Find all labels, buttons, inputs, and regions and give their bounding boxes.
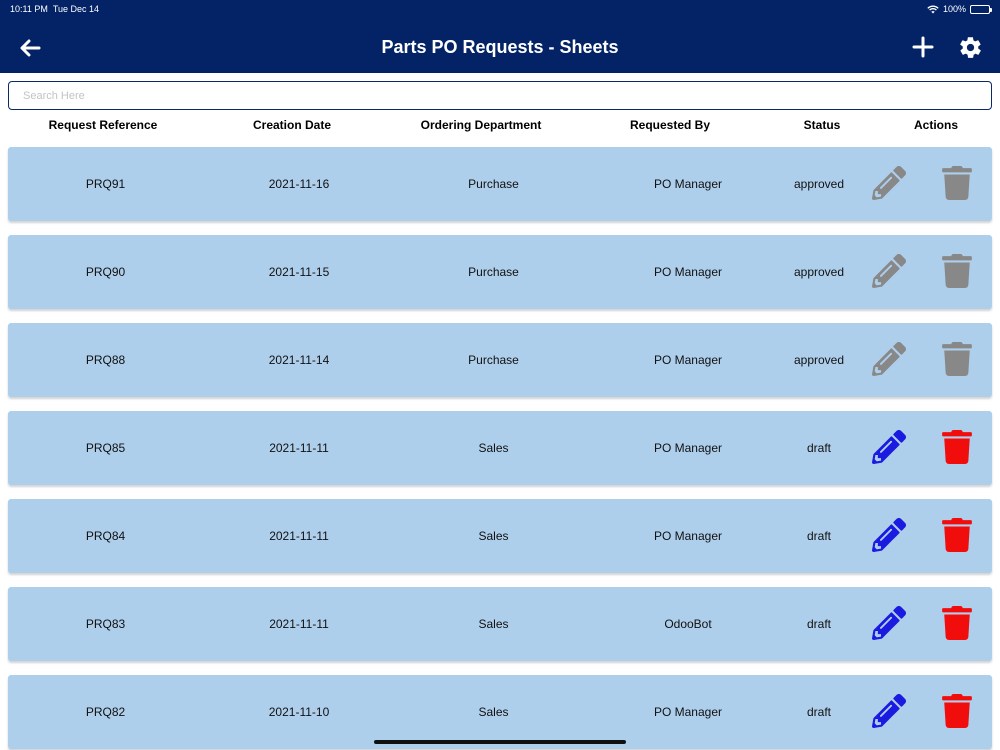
- status-cell: draft: [806, 705, 831, 719]
- requested-by-cell: PO Manager: [653, 441, 723, 455]
- pencil-icon[interactable]: [872, 694, 906, 728]
- creation-date-cell: 2021-11-11: [269, 617, 329, 631]
- requested-by-cell: PO Manager: [653, 177, 723, 191]
- column-header-status: Status: [803, 118, 841, 132]
- search-input[interactable]: [8, 81, 992, 110]
- page-title: Parts PO Requests - Sheets: [381, 37, 619, 57]
- pencil-icon[interactable]: [872, 166, 906, 200]
- pencil-icon[interactable]: [872, 254, 906, 288]
- requested-by-cell: PO Manager: [653, 529, 723, 543]
- ordering-department-cell: Purchase: [468, 177, 519, 191]
- pencil-icon[interactable]: [872, 342, 906, 376]
- trash-icon[interactable]: [940, 254, 974, 288]
- status-indicators: [927, 4, 990, 14]
- status-cell: draft: [806, 617, 831, 631]
- ordering-department-cell: Purchase: [468, 265, 519, 279]
- status-time: [10, 4, 99, 14]
- plus-icon[interactable]: [911, 35, 935, 59]
- table-row[interactable]: [8, 323, 992, 397]
- creation-date-cell: 2021-11-11: [269, 529, 329, 543]
- requested-by-cell: PO Manager: [653, 265, 723, 279]
- status-date: Tue Dec 14: [52, 4, 100, 14]
- status-cell: draft: [806, 441, 831, 455]
- trash-icon[interactable]: [940, 606, 974, 640]
- status-clock: 10:11 PM: [10, 4, 48, 14]
- request-reference-cell: PRQ85: [85, 441, 126, 455]
- column-header-ordering-department: Ordering Department: [420, 118, 542, 132]
- trash-icon[interactable]: [940, 518, 974, 552]
- request-reference-cell: PRQ83: [85, 617, 126, 631]
- request-reference-cell: PRQ91: [85, 177, 126, 191]
- column-header-actions: Actions: [913, 118, 958, 132]
- request-reference-cell: PRQ90: [85, 265, 126, 279]
- ordering-department-cell: Sales: [478, 529, 509, 543]
- requested-by-cell: OdooBot: [664, 617, 712, 631]
- requested-by-cell: PO Manager: [653, 705, 723, 719]
- trash-icon[interactable]: [940, 342, 974, 376]
- battery-percent: 100%: [942, 4, 966, 14]
- ordering-department-cell: Sales: [478, 617, 509, 631]
- status-bar: [0, 0, 1000, 18]
- table-row[interactable]: [8, 235, 992, 309]
- status-cell: approved: [793, 353, 845, 367]
- home-indicator: [374, 740, 626, 744]
- wifi-icon: [927, 5, 939, 14]
- creation-date-cell: 2021-11-16: [268, 177, 330, 191]
- ordering-department-cell: Purchase: [468, 353, 519, 367]
- app-header: [0, 0, 1000, 73]
- table-row[interactable]: [8, 587, 992, 661]
- table-row[interactable]: [8, 147, 992, 221]
- table-row[interactable]: [8, 675, 992, 749]
- ordering-department-cell: Sales: [478, 705, 509, 719]
- pencil-icon[interactable]: [872, 518, 906, 552]
- battery-icon: [970, 5, 990, 14]
- pencil-icon[interactable]: [872, 606, 906, 640]
- pencil-icon[interactable]: [872, 430, 906, 464]
- trash-icon[interactable]: [940, 430, 974, 464]
- request-reference-cell: PRQ82: [85, 705, 126, 719]
- ordering-department-cell: Sales: [478, 441, 509, 455]
- status-cell: draft: [806, 529, 831, 543]
- request-reference-cell: PRQ88: [85, 353, 126, 367]
- creation-date-cell: 2021-11-14: [268, 353, 330, 367]
- table-row[interactable]: [8, 411, 992, 485]
- column-header-request-reference: Request Reference: [48, 118, 158, 132]
- column-header-creation-date: Creation Date: [252, 118, 332, 132]
- request-reference-cell: PRQ84: [85, 529, 126, 543]
- requested-by-cell: PO Manager: [653, 353, 723, 367]
- gear-icon[interactable]: [958, 35, 983, 60]
- column-header-requested-by: Requested By: [629, 118, 711, 132]
- trash-icon[interactable]: [940, 166, 974, 200]
- table-row[interactable]: [8, 499, 992, 573]
- trash-icon[interactable]: [940, 694, 974, 728]
- creation-date-cell: 2021-11-15: [268, 265, 330, 279]
- creation-date-cell: 2021-11-11: [269, 441, 329, 455]
- status-cell: approved: [793, 265, 845, 279]
- creation-date-cell: 2021-11-10: [268, 705, 330, 719]
- status-cell: approved: [793, 177, 845, 191]
